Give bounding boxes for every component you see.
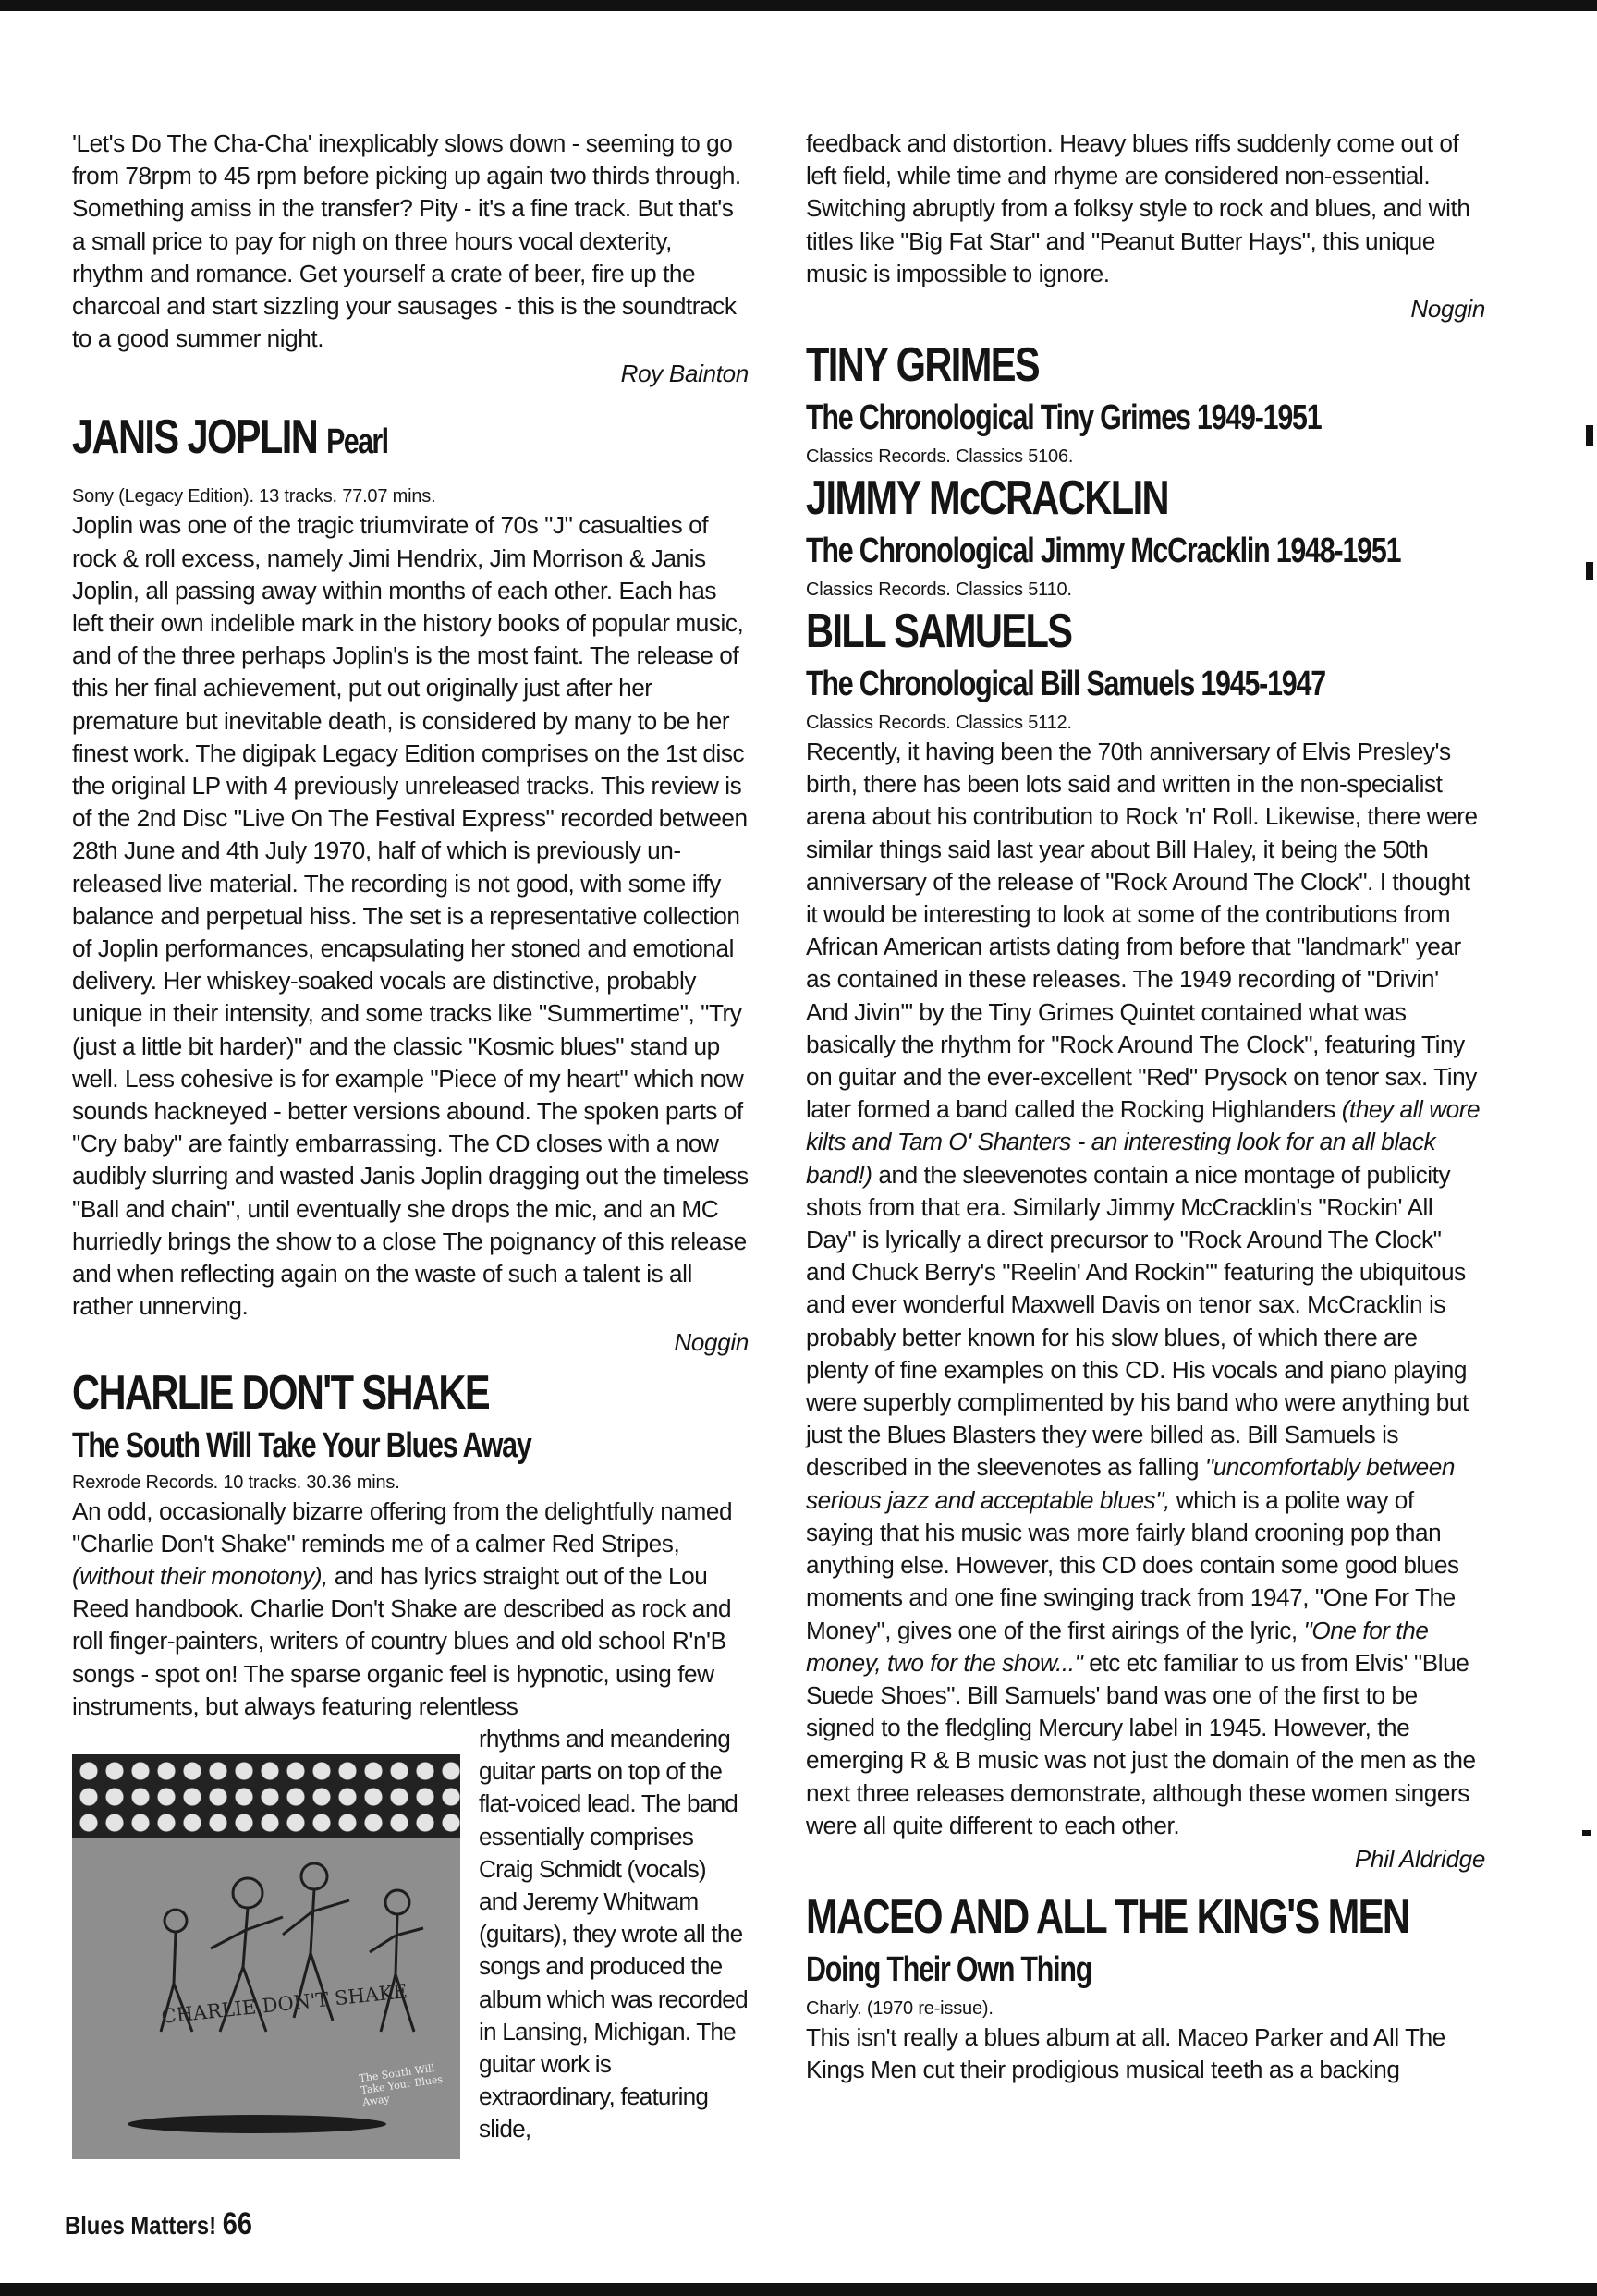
review-text-italic: (they all wore kilts and Tam O' Shanters - an interesting look for an all black band!) — [806, 1095, 1481, 1189]
bottom-border — [0, 2283, 1597, 2296]
album-title: The Chronological Bill Samuels 1945-1947 — [806, 665, 1325, 704]
left-intro-signature: Roy Bainton — [620, 360, 749, 388]
review-artist — [72, 409, 614, 470]
album-title: The Chronological Jimmy McCracklin 1948-1951 — [806, 531, 1401, 571]
release-info: Classics Records. Classics 5110. — [806, 580, 1072, 601]
margin-mark — [1586, 425, 1593, 446]
review-text — [72, 1496, 749, 1723]
album-title: The Chronological Tiny Grimes 1949-1951 — [806, 398, 1322, 438]
review-text-part: An odd, occasionally bizarre offering from the delightfully named "Charlie Don't Shake" reminds me of a calmer Red Stripes, — [72, 1496, 733, 1557]
album-title: The South Will Take Your Blues Away — [72, 1425, 531, 1465]
left-column — [72, 128, 749, 2159]
artist-name: BILL SAMUELS — [806, 605, 1072, 659]
review-text-part: and the sleevenotes contain a nice montage of publicity shots from that era. Similarly Jimmy McCracklin's "Rockin' All Day" is lyrically a direct precursor to "Rock Around The Clock" and Chuck Berry's "Reelin' And Rockin'" featuring the ubiquitous and ever wonderful Maxwell Davis on tenor sax. McCracklin is probably better known for his slow blues, of which there are plenty of fine examples on this CD. His vocals and piano playing were superbly complimented by his band who were anything but just the Blues Blasters they were billed as. Bill Samuels is described in the sleevenotes as falling — [806, 1160, 1469, 1482]
right-intro-signature: Noggin — [1410, 295, 1485, 324]
margin-mark — [1586, 562, 1593, 580]
page-footer — [65, 2206, 252, 2242]
review-text-part: Recently, it having been the 70th anniversary of Elvis Presley's birth, there has been lots said and written in the non-specialist arena about his contribution to Rock 'n' Roll. Likewise, there were similar things said last year about Bill Haley, it being the 50th anniversary of the release of "Rock Around The Clock". I thought it would be interesting to look at some of the contributions from African American artists dating from before that "landmark" year as contained in these releases. The 1949 recording of "Drivin' And Jivin'" by the Tiny Grimes Quintet contained what was basically the rhythm for "Rock Around The Clock", featuring Tiny on guitar and the ever-excellent "Red" Prysock on tenor sax. Tiny later formed a band called the Rocking Highlanders — [806, 738, 1478, 1124]
review-bill-samuels — [806, 603, 1485, 1875]
review-text: Joplin was one of the tragic triumvirate of 70s "J" casualties of rock & roll excess, namely Jimi Hendrix, Jim Morrison & Janis Joplin, all passing away within months of each other. Each has left their own indelible mark in the history books of popular music, and of the three perhaps Joplin's is the most faint. The release of this her final achievement, put out originally just after her premature but inevitable death, is considered by many to be her finest work. The digipak Legacy Edition comprises on the 1st disc the original LP with 4 previously unreleased tracks. This review is of the 2nd Disc "Live On The Festival Express" recorded between 28th June and 4th July 1970, half of which is previously un-released live material. The recording is not good, with some iffy balance and perpetual hiss. The set is a representative collection of Joplin performances, encapsulating her stoned and emotional delivery. Her whiskey-soaked vocals are distinctive, probably unique in their intensity, and some tracks like "Summertime", "Try (just a little bit harder)" and the classic "Kosmic blues" stand up well. Less cohesive is for example "Piece of my heart" which now sounds hackneyed - better versions abound. The spoken parts of "Cry baby" are faintly embarrassing. The CD closes with a now audibly slurring and wasted Janis Joplin dragging out the timeless "Ball and chain", until eventually she drops the mic, and an MC hurriedly brings the show to a close The poignancy of this release and when reflecting again on the waste of such a talent is all rather unnerving. — [72, 511, 749, 1321]
artist-name: CHARLIE DON'T SHAKE — [72, 1365, 489, 1420]
review-signature: Phil Aldridge — [1354, 1844, 1485, 1873]
review-wrap — [72, 1723, 749, 2146]
review-text-part: and has lyrics straight out of the Lou Reed handbook. Charlie Don't Shake are described as rock and roll finger-painters, writers of country blues and old school R'n'B songs - spot on! The sparse organic feel is hypnotic, using few instruments, but always featuring relentless — [72, 1561, 732, 1720]
right-column — [806, 128, 1485, 2086]
magazine-title: Blues Matters! — [65, 2211, 216, 2240]
review-tiny-grimes — [806, 336, 1485, 470]
cover-title-text: CHARLIE DON'T SHAKE — [160, 1980, 408, 2028]
review-text-continued: rhythms and meandering guitar parts on top of the flat-voiced lead. The band essentially comprises Craig Schmidt (vocals) and Jeremy Whitwam (guitars), they wrote all the songs and produced the album which was recorded in Lansing, Michigan. The guitar work is extraordinary, featuring slide, — [479, 1724, 748, 2143]
review-janis-joplin — [72, 409, 749, 1358]
review-text-part: which is a polite way of saying that his music was more fairly bland crooning pop than anything else. However, this CD does contain some good blues moments and one fine swinging track from 1947, "One For The Money", gives one of the first airings of the lyric, — [806, 1485, 1459, 1644]
left-intro-text: 'Let's Do The Cha-Cha' inexplicably slows down - seeming to go from 78rpm to 45 rpm before picking up again two thirds through. Something amiss in the transfer? Pity - it's a fine track. But that's a small price to pay for nigh on three hours vocal dexterity, rhythm and romance. Get yourself a crate of beer, fire up the charcoal and start sizzling your sausages - this is the soundtrack to a good summer night. — [72, 129, 741, 353]
right-intro-text: feedback and distortion. Heavy blues riffs suddenly come out of left field, while time and rhyme are considered non-essential. Switching abruptly from a folksy style to rock and blues, and with titles like "Big Fat Star" and "Peanut Butter Hays", this unique music is impossible to ignore. — [806, 129, 1470, 287]
review-text — [806, 736, 1485, 1842]
review-text-italic: "uncomfortably between serious jazz and acceptable blues", — [806, 1453, 1456, 1514]
review-text-italic: "One for the money, two for the show..." — [806, 1616, 1429, 1677]
review-signature: Noggin — [674, 1327, 749, 1356]
artist-name: TINY GRIMES — [806, 338, 1040, 393]
review-text: This isn't really a blues album at all. Maceo Parker and All The Kings Men cut their prodigious musical teeth as a backing — [806, 2022, 1445, 2084]
cover-subtitle-text: The South Will Take Your Blues Away — [358, 2061, 444, 2108]
artist-name: JIMMY McCRACKLIN — [806, 471, 1168, 526]
review-text-part: etc etc familiar to us from Elvis' "Blue Suede Shoes". Bill Samuels' band was one of the first to be signed to the fledgling Mercury label in 1945. However, the emerging R & B music was not just the domain of the men as the next three releases demonstrate, although these women singers were all quite different to each other. — [806, 1648, 1476, 1839]
release-info: Sony (Legacy Edition). 13 tracks. 77.07 mins. — [72, 486, 436, 507]
release-info: Classics Records. Classics 5106. — [806, 446, 1074, 468]
album-title: Pearl — [326, 422, 388, 462]
album-cover-image — [72, 1754, 460, 2159]
review-maceo — [806, 1888, 1485, 2086]
review-jimmy-mccracklin — [806, 470, 1485, 603]
album-title: Doing Their Own Thing — [806, 1949, 1092, 1989]
artist-name: JANIS JOPLIN — [72, 410, 318, 465]
release-info: Rexrode Records. 10 tracks. 30.36 mins. — [72, 1472, 400, 1493]
top-border — [0, 0, 1597, 11]
release-info: Charly. (1970 re-issue). — [806, 1997, 994, 2019]
margin-mark — [1582, 1830, 1591, 1836]
artist-name: MACEO AND ALL THE KING'S MEN — [806, 1889, 1409, 1944]
release-info: Classics Records. Classics 5112. — [806, 713, 1072, 734]
page-number: 66 — [222, 2206, 252, 2241]
review-charlie-dont-shake — [72, 1364, 749, 2146]
review-text-italic: (without their monotony), — [72, 1561, 328, 1590]
